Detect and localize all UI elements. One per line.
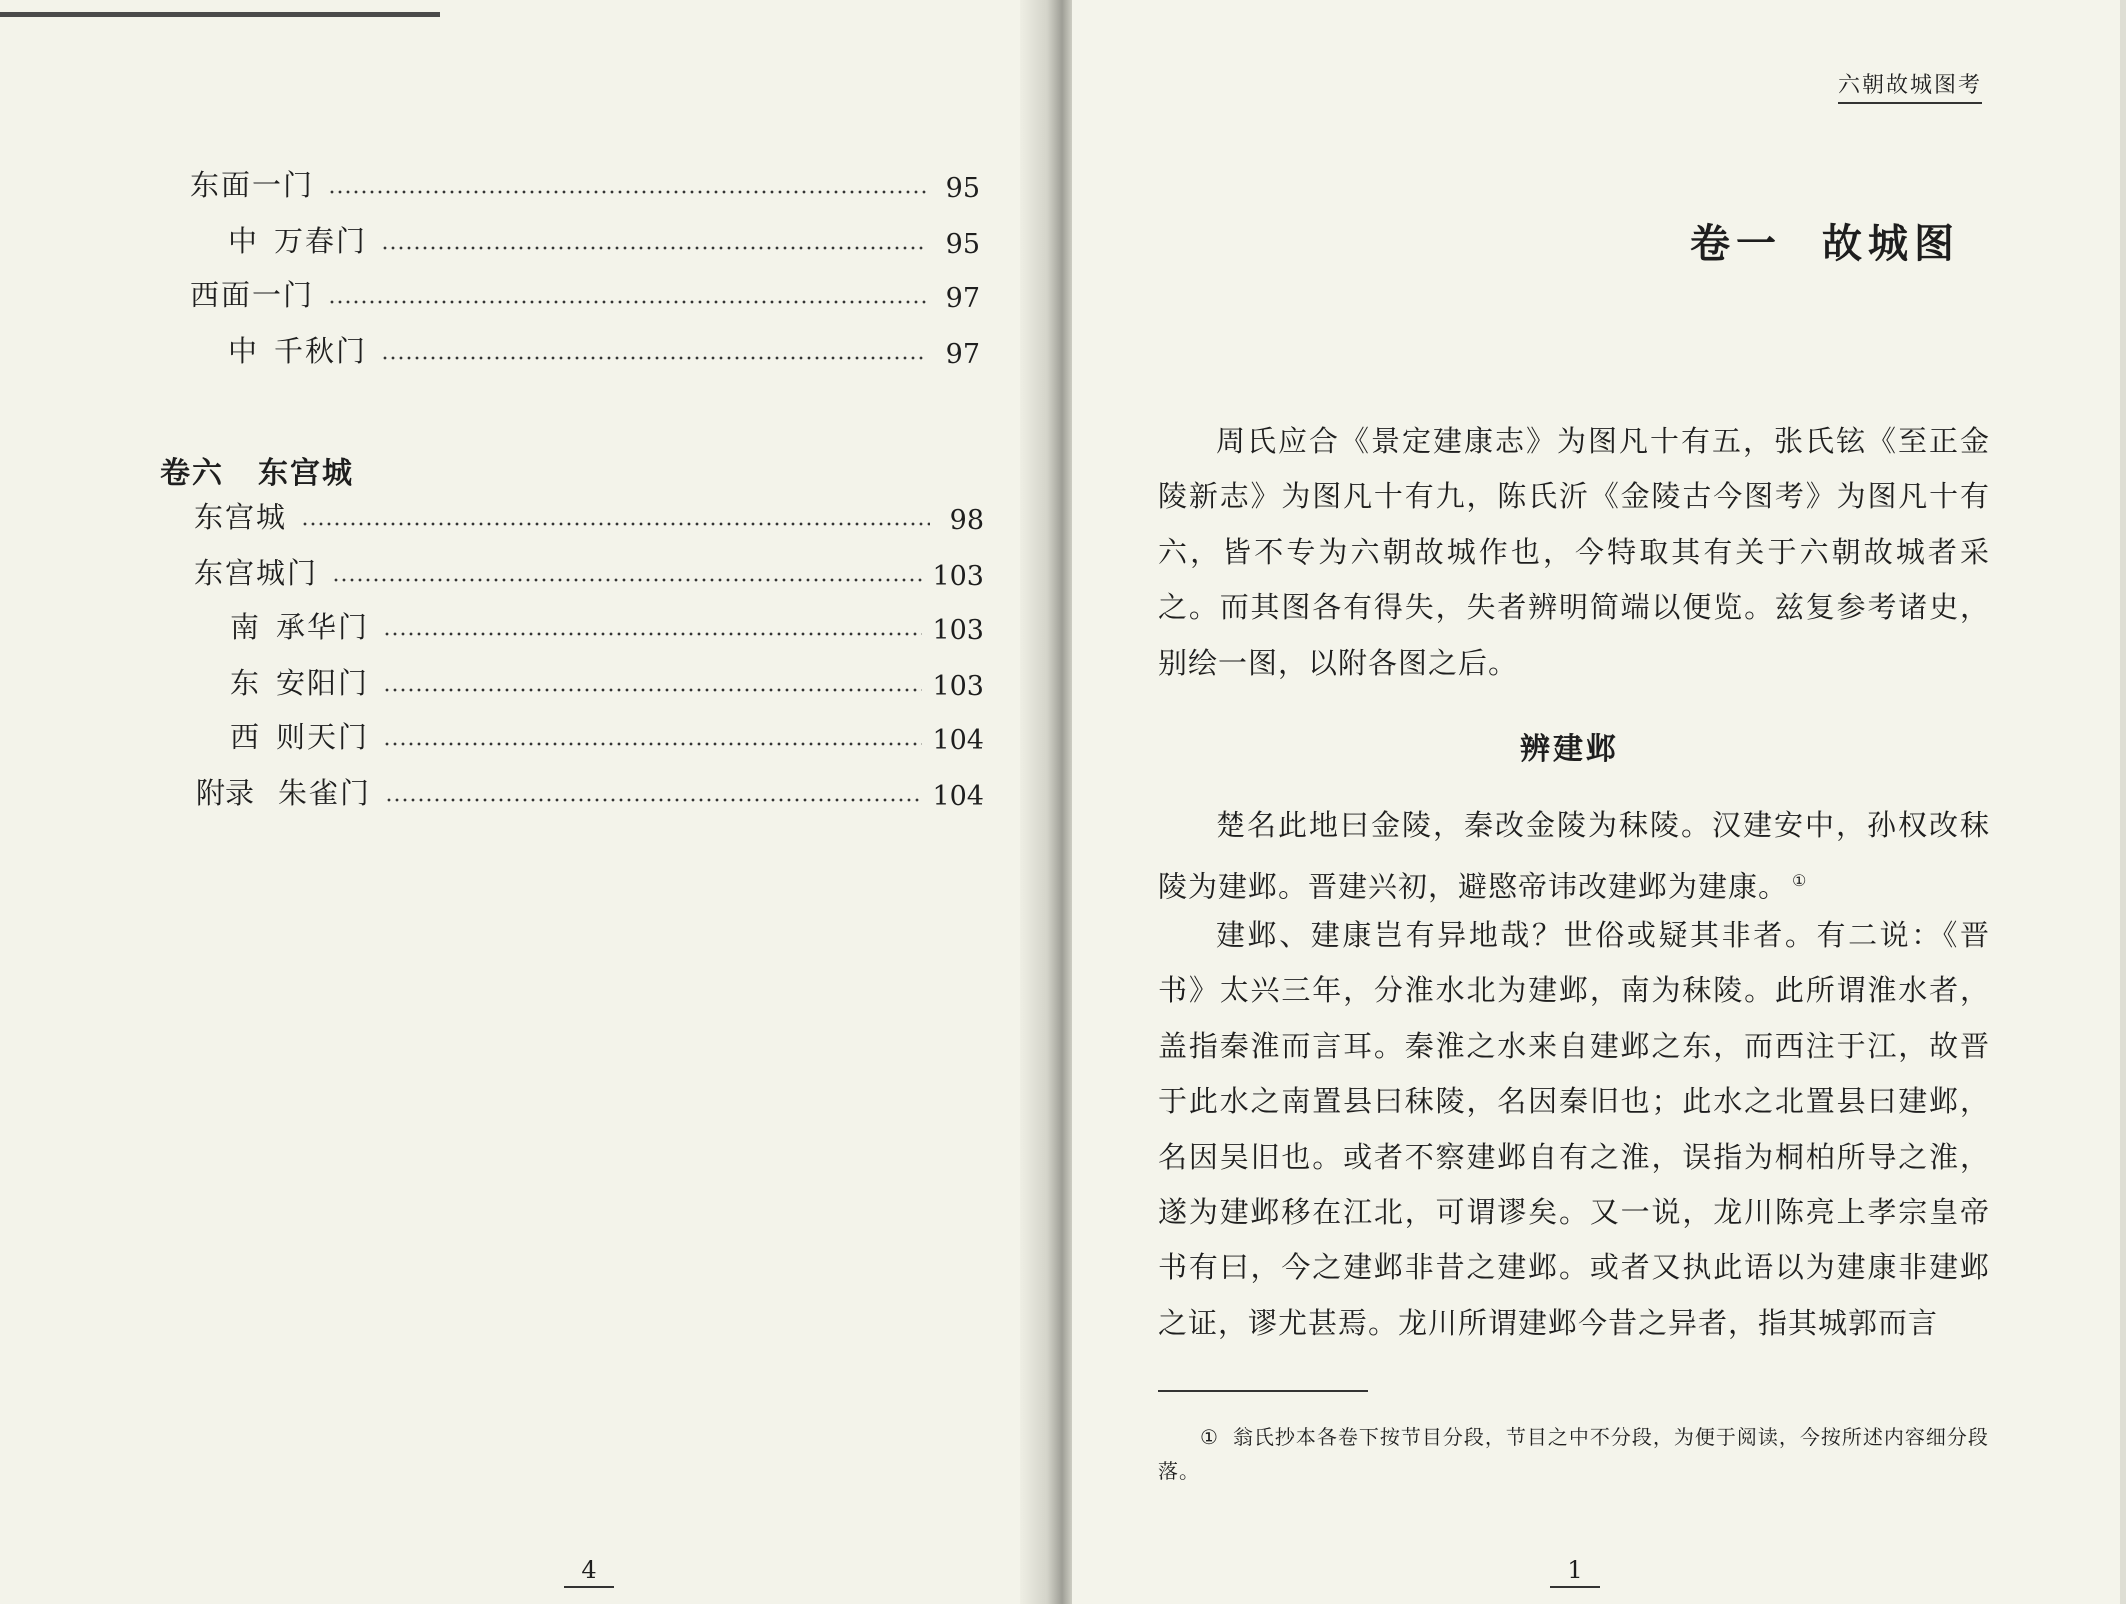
page-edge (2120, 0, 2126, 1604)
scan-edge-line (0, 12, 440, 17)
chapter-number: 卷六 (160, 456, 224, 491)
body-paragraph-text: 楚名此地曰金陵，秦改金陵为秣陵。汉建安中，孙权改秣陵为建邺。晋建兴初，避愍帝讳改建邺为建康。 (1158, 808, 1990, 905)
toc-entry (230, 706, 984, 756)
toc-entry (190, 264, 980, 314)
footnote-mark: ① (1200, 1425, 1219, 1449)
toc-entry (190, 154, 980, 204)
toc-entry (196, 762, 984, 812)
toc-entry-label: 东宫城门 (194, 556, 319, 590)
toc-leader-dots (385, 798, 922, 802)
toc-entry-page: 103 (932, 561, 984, 592)
toc-entry-prefix: 附录 (196, 776, 255, 810)
toc-entry-label: 东宫城 (194, 500, 288, 534)
toc-entry-prefix: 中 (228, 224, 258, 258)
volume-name: 故城图 (1822, 221, 1960, 267)
toc-entry-prefix: 南 (230, 610, 260, 644)
toc-entry-label: 安阳门 (276, 666, 370, 700)
toc-leader-dots (328, 300, 926, 304)
toc-entry-prefix: 东 (230, 666, 260, 700)
toc-leader-dots (383, 742, 922, 746)
toc-entry-page: 95 (945, 229, 980, 260)
footnote (1158, 1420, 1990, 1488)
toc-entry-label: 则天门 (276, 720, 370, 754)
toc-entry-label: 东面一门 (190, 168, 315, 202)
toc-entry (194, 486, 984, 536)
toc-entry-label: 万春门 (274, 224, 368, 258)
volume-title (1690, 212, 1960, 269)
toc-entry-prefix: 西 (230, 720, 260, 754)
section-title: 辨建邺 (1520, 732, 1619, 767)
left-page-number: 4 (564, 1556, 614, 1588)
toc-entry-page: 103 (932, 671, 984, 702)
right-page-number: 1 (1550, 1556, 1600, 1588)
footnote-reference[interactable]: ① (1792, 871, 1808, 891)
toc-entry (194, 542, 984, 592)
toc-leader-dots (383, 688, 922, 692)
toc-leader-dots (332, 578, 922, 582)
chapter-title: 东宫城 (258, 456, 354, 491)
toc-entry-page: 103 (932, 615, 984, 646)
toc-entry-page: 104 (932, 781, 984, 812)
toc-entry-label: 西面一门 (190, 278, 315, 312)
toc-entry (228, 210, 980, 260)
toc-entry (230, 652, 984, 702)
toc-entry-page: 104 (932, 725, 984, 756)
toc-entry-label: 承华门 (276, 610, 370, 644)
book-gutter (1020, 0, 1080, 1604)
body-paragraph (1158, 798, 1990, 915)
toc-entry-page: 95 (945, 173, 980, 204)
toc-entry-page: 97 (945, 339, 980, 370)
toc-leader-dots (328, 190, 926, 194)
footnote-text: 翁氏抄本各卷下按节目分段，节目之中不分段，为便于阅读，今按所述内容细分段落。 (1158, 1425, 1989, 1483)
toc-leader-dots (381, 356, 926, 360)
left-page (0, 0, 1060, 1604)
toc-entry-label: 千秋门 (274, 334, 368, 368)
toc-entry-prefix: 中 (228, 334, 258, 368)
toc-entry-page: 97 (945, 283, 980, 314)
intro-paragraph: 周氏应合《景定建康志》为图凡十有五，张氏铉《至正金陵新志》为图凡十有九，陈氏沂《金陵古今图考》为图凡十有六，皆不专为六朝故城作也，今特取其有关于六朝故城者采之。而其图各有得失，失者辨明简端以便览。兹复参考诸史，别绘一图，以附各图之后。 (1158, 424, 1990, 680)
footnote-divider (1158, 1390, 1368, 1392)
toc-entry (228, 320, 980, 370)
toc-entry (230, 596, 984, 646)
toc-entry-page: 98 (949, 505, 984, 536)
toc-entry-label: 朱雀门 (278, 776, 372, 810)
toc-leader-dots (381, 246, 926, 250)
toc-leader-dots (301, 522, 930, 526)
body-paragraph: 建邺、建康岂有异地哉？世俗或疑其非者。有二说：《晋书》太兴三年，分淮水北为建邺，南为秣陵。此所谓淮水者，盖指秦淮而言耳。秦淮之水来自建邺之东，而西注于江，故晋于此水之南置县曰秣陵，名因秦旧也；此水之北置县曰建邺，名因吴旧也。或者不察建邺自有之淮，误指为桐柏所导之淮，遂为建邺移在江北，可谓谬矣。又一说，龙川陈亮上孝宗皇帝书有曰，今之建邺非昔之建邺。或者又执此语以为建康非建邺之证，谬尤甚焉。龙川所谓建邺今昔之异者，指其城郭而言 (1158, 918, 1990, 1340)
volume-number: 卷一 (1690, 221, 1782, 267)
toc-leader-dots (383, 632, 922, 636)
running-head: 六朝故城图考 (1838, 68, 1982, 104)
